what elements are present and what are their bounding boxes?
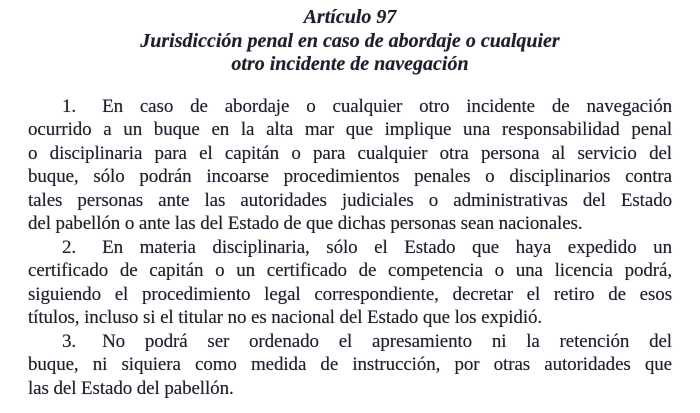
paragraph-3-line-1-text: No podrá ser ordenado el apresamiento ni la retención del [102, 330, 672, 352]
paragraph-3-number: 3. [62, 330, 77, 352]
paragraph-3-line-3: las del Estado del pabellón. [28, 377, 234, 399]
paragraph-3-line-2: buque, ni siquiera como medida de instrucción, por otras autoridades que [28, 354, 672, 375]
paragraph-1-line-3: o disciplinaria para el capitán o para cualquier otra persona al servicio del [28, 142, 672, 164]
article-title: Artículo 97 [303, 6, 397, 28]
paragraph-1-line-5: tales personas ante las autoridades judiciales o administrativas del Estado [28, 189, 672, 211]
paragraph-2-line-3: siguiendo el procedimiento legal correspondiente, decretar el retiro de esos [28, 283, 672, 305]
paragraph-1-line-1-text: En caso de abordaje o cualquier otro incidente de navegación [102, 95, 672, 117]
paragraph-1-line-1 [28, 95, 672, 119]
paragraph-3 [28, 330, 672, 401]
paragraph-2-line-1-text: En materia disciplinaria, sólo el Estado que haya expedido un [102, 236, 672, 258]
paragraph-2-line-4: títulos, incluso si el titular no es nacional del Estado que los expidió. [28, 307, 543, 328]
paragraph-2 [28, 236, 672, 330]
paragraph-3-line-1 [28, 330, 672, 354]
paragraph-1 [28, 95, 672, 236]
paragraph-1-number: 1. [62, 95, 77, 117]
paragraph-2-number: 2. [62, 236, 77, 258]
paragraph-1-line-6: del pabellón o ante las del Estado de que dichas personas sean nacionales. [28, 213, 583, 234]
article-body [28, 95, 672, 401]
paragraph-1-line-2: ocurrido a un buque en la alta mar que implique una responsabilidad penal [28, 119, 672, 140]
paragraph-1-line-4: buque, sólo podrán incoarse procedimientos penales o disciplinarios contra [28, 166, 672, 187]
article-subtitle-line-1: Jurisdicción penal en caso de abordaje o cualquier [140, 29, 560, 52]
article-heading [0, 0, 700, 77]
article-subtitle-line-2: otro incidente de navegación [231, 53, 469, 75]
paragraph-2-line-1 [28, 236, 672, 260]
paragraph-2-line-2: certificado de capitán o un certificado de competencia o una licencia podrá, [28, 260, 672, 281]
